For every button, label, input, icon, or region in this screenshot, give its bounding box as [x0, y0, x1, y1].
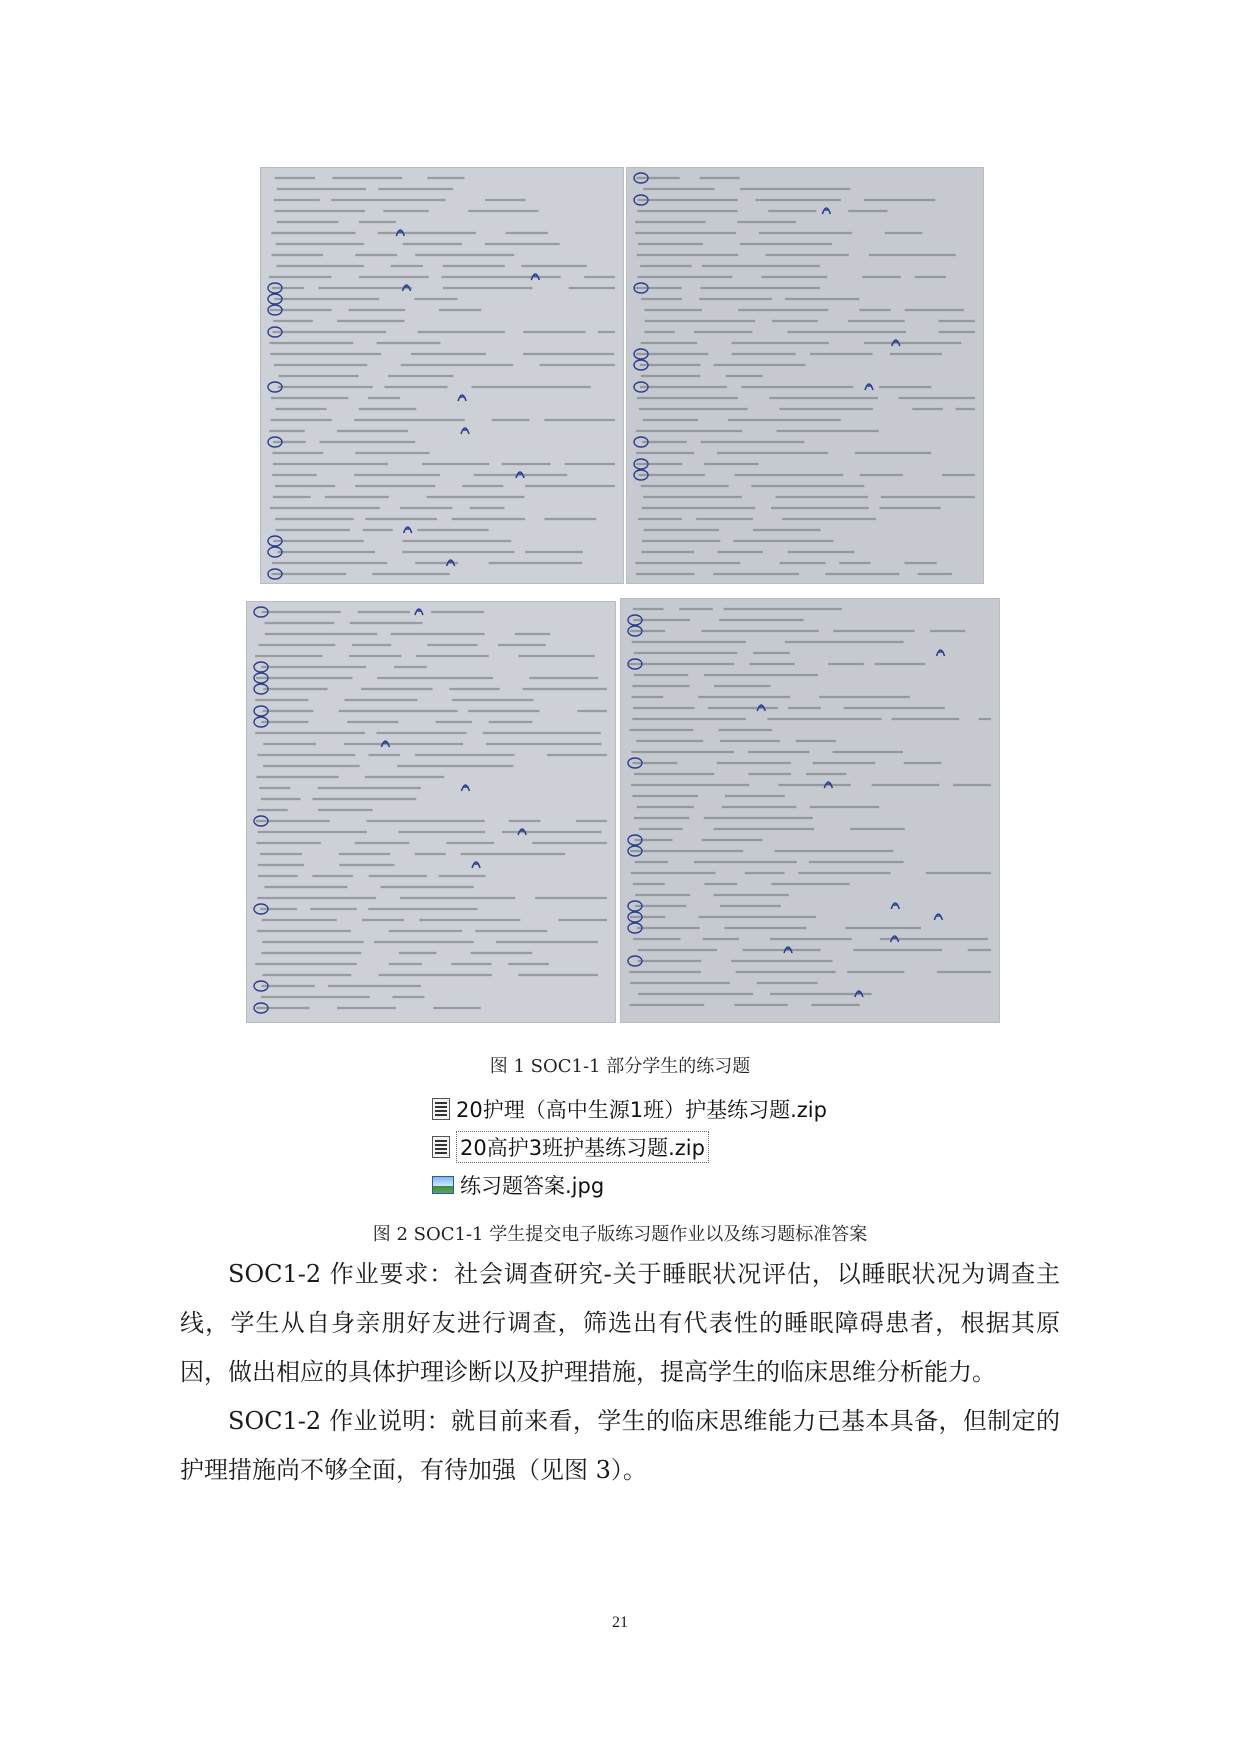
worksheet-photo-3 — [246, 601, 616, 1023]
paragraph-2: SOC1-2 作业说明：就目前来看，学生的临床思维能力已基本具备，但制定的护理措施尚不够全面，有待加强（见图 3）。 — [180, 1407, 1060, 1484]
file-list — [432, 1092, 852, 1212]
zip-file-icon — [432, 1098, 450, 1120]
file-row[interactable] — [432, 1130, 709, 1164]
body-text — [180, 1250, 1060, 1495]
zip-file-icon — [432, 1136, 450, 1158]
file-name: 20高护3班护基练习题.zip — [456, 1131, 709, 1163]
file-name: 练习题答案.jpg — [460, 1174, 605, 1198]
page-number: 21 — [612, 1614, 628, 1631]
paragraph-1: SOC1-2 作业要求：社会调查研究-关于睡眠状况评估，以睡眠状况为调查主线，学生从自身亲朋好友进行调查，筛选出有代表性的睡眠障碍患者，根据其原因，做出相应的具体护理诊断以及护理措施，提高学生的临床思维分析能力。 — [180, 1260, 1060, 1386]
file-name: 20护理（高中生源1班）护基练习题.zip — [456, 1098, 827, 1122]
worksheet-lines — [621, 599, 999, 1022]
file-row[interactable] — [432, 1168, 604, 1202]
worksheet-photo-4 — [620, 598, 1000, 1023]
figure2-caption: 图 2 SOC1-1 学生提交电子版练习题作业以及练习题标准答案 — [372, 1224, 868, 1245]
file-row[interactable] — [432, 1092, 827, 1126]
figure1-caption: 图 1 SOC1-1 部分学生的练习题 — [489, 1056, 751, 1077]
worksheet-lines — [627, 168, 983, 583]
worksheet-lines — [247, 602, 615, 1022]
worksheet-photo-2 — [626, 167, 984, 584]
image-file-icon — [432, 1176, 454, 1194]
worksheet-lines — [261, 168, 623, 583]
worksheet-photo-1 — [260, 167, 624, 584]
